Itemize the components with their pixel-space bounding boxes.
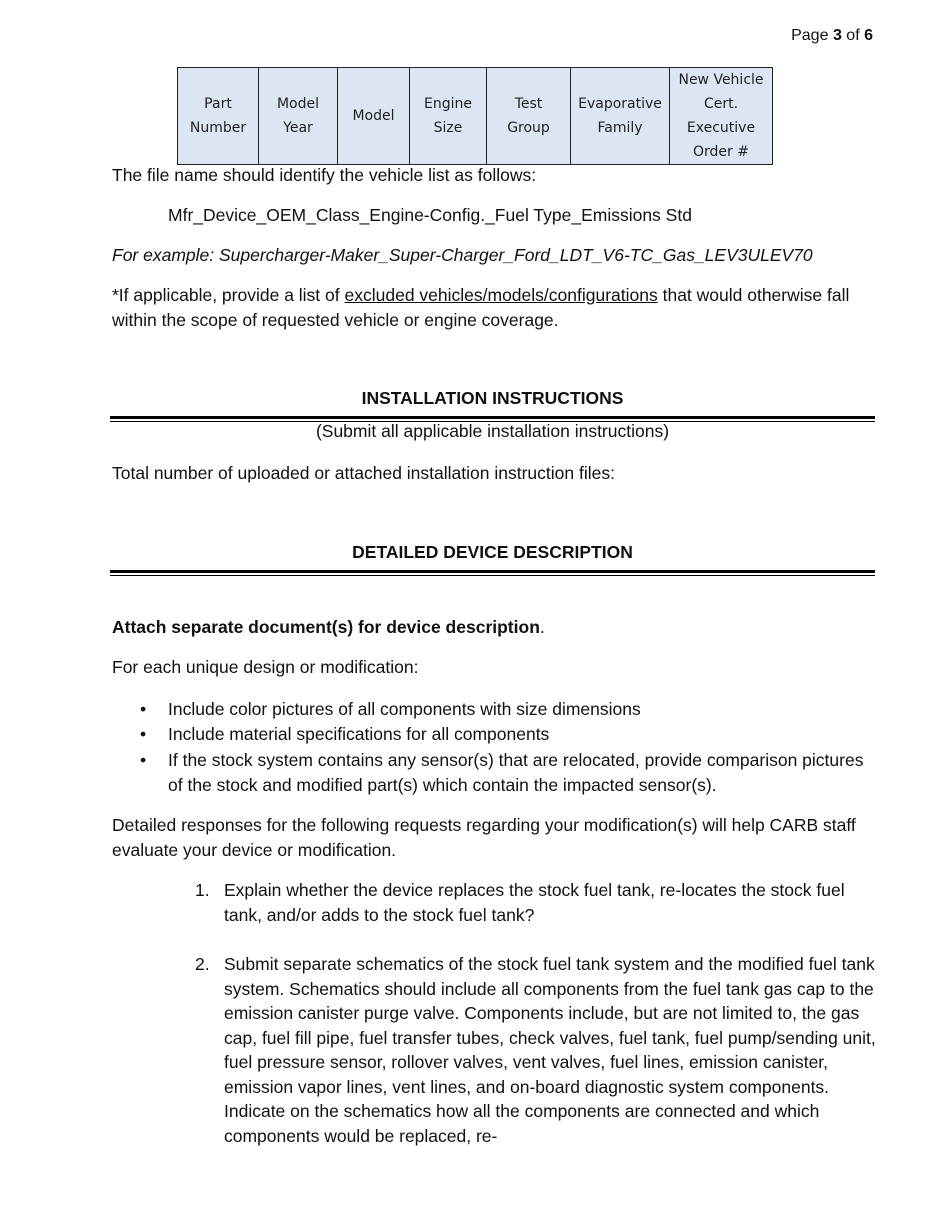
numbered-item: Explain whether the device replaces the stock fuel tank, re-locates the stock fuel tank, and/or adds to the stock fuel tank? bbox=[224, 880, 845, 925]
header-line: Executive bbox=[686, 120, 756, 136]
page-number bbox=[791, 27, 873, 45]
for-each-intro: For each unique design or modification: bbox=[112, 657, 419, 677]
file-name-intro: The file name should identify the vehicle list as follows: bbox=[112, 165, 537, 185]
header-line: Engine bbox=[424, 96, 472, 112]
header-line: Group bbox=[507, 120, 550, 136]
header-executive-order bbox=[670, 68, 773, 165]
bullet-marker: • bbox=[140, 724, 147, 744]
header-line: Number bbox=[189, 120, 247, 136]
attach-bold: Attach separate document(s) for device description bbox=[112, 617, 540, 637]
header-line: Year bbox=[283, 120, 313, 136]
device-description-divider bbox=[110, 570, 875, 576]
header-line: Size bbox=[433, 120, 463, 136]
installation-subtitle: (Submit all applicable installation instructions) bbox=[315, 421, 670, 441]
file-name-format: Mfr_Device_OEM_Class_Engine-Config._Fuel Type_Emissions Std bbox=[168, 205, 692, 225]
page-current: 3 bbox=[832, 27, 842, 44]
header-line: Evaporative bbox=[578, 96, 662, 112]
numbered-item: Submit separate schematics of the stock fuel tank system and the modified fuel tank system. Schematics should include all components from the fuel tank gas cap to the emission canister purge valve. Components include, but are not limited to, the gas cap, fuel fill pipe, fuel transfer tubes, check valves, fuel tank, fuel pump/sending unit, fuel pressure sensor, rollover valves, vent valves, fuel lines, emission canister, emission vapor lines, vent lines, and on-board diagnostic system components. Indicate on the schematics how all the components are connected and which components would be replaced, re- bbox=[224, 954, 876, 1146]
excluded-suffix: that would otherwise fall within the scope of requested vehicle or engine coverage. bbox=[112, 285, 850, 330]
item-number: 1. bbox=[195, 880, 210, 900]
vehicle-list-table bbox=[177, 67, 773, 165]
header-line: Family bbox=[597, 120, 643, 136]
item-number: 2. bbox=[195, 954, 210, 974]
header-line: Test bbox=[514, 96, 543, 112]
header-evaporative-family bbox=[571, 68, 670, 165]
header-line: Part bbox=[204, 96, 232, 112]
bullet-marker: • bbox=[140, 699, 147, 719]
installation-heading: INSTALLATION INSTRUCTIONS bbox=[361, 388, 624, 408]
page-of: of bbox=[846, 27, 860, 44]
attach-end: . bbox=[539, 617, 545, 637]
header-part-number bbox=[178, 68, 259, 165]
list-item: Include material specifications for all components bbox=[168, 724, 550, 744]
table-header-row bbox=[178, 68, 773, 165]
excluded-link[interactable]: excluded vehicles/models/configurations bbox=[344, 285, 658, 305]
header-model-year bbox=[259, 68, 338, 165]
detailed-intro: Detailed responses for the following requests regarding your modification(s) will help CARB staff evaluate your device or modification. bbox=[112, 815, 856, 860]
installation-total-label: Total number of uploaded or attached installation instruction files: bbox=[112, 463, 615, 483]
header-line: Cert. bbox=[703, 96, 739, 112]
excluded-note bbox=[112, 283, 882, 333]
header-line: New Vehicle bbox=[678, 72, 764, 88]
header-line: Order # bbox=[693, 144, 749, 160]
bullet-marker: • bbox=[140, 750, 147, 770]
page-label: Page bbox=[791, 27, 829, 44]
attach-note bbox=[112, 615, 545, 640]
list-item: Include color pictures of all components with size dimensions bbox=[168, 699, 641, 719]
file-name-example: For example: Supercharger-Maker_Super-Charger_Ford_LDT_V6-TC_Gas_LEV3ULEV70 bbox=[112, 245, 813, 265]
header-line: Model bbox=[352, 108, 395, 124]
header-model bbox=[338, 68, 410, 165]
device-description-heading: DETAILED DEVICE DESCRIPTION bbox=[352, 542, 633, 562]
page-total: 6 bbox=[864, 27, 873, 44]
header-engine-size bbox=[410, 68, 487, 165]
header-test-group bbox=[487, 68, 571, 165]
header-line: Model bbox=[276, 96, 320, 112]
list-item: If the stock system contains any sensor(s) that are relocated, provide comparison pictures of the stock and modified part(s) which contain the impacted sensor(s). bbox=[168, 750, 864, 795]
excluded-prefix: *If applicable, provide a list of bbox=[112, 285, 345, 305]
